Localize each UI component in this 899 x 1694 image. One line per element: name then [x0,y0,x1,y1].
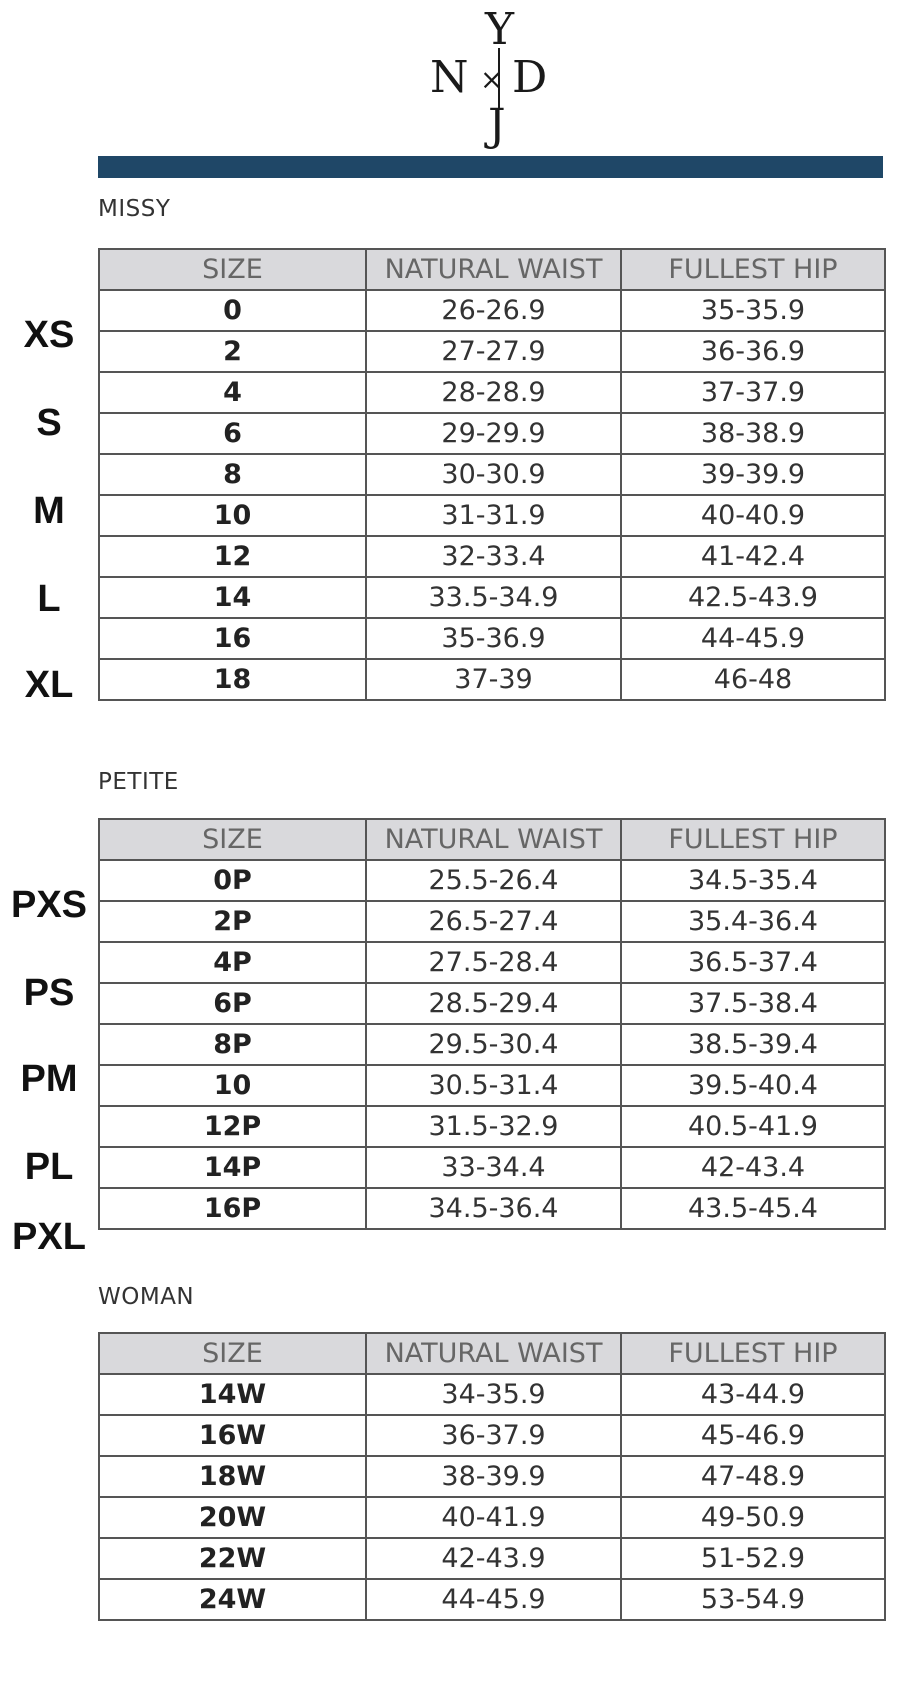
size-cell: 22W [99,1538,366,1579]
natural-waist-cell: 44-45.9 [366,1579,621,1620]
size-cell: 10 [99,1065,366,1106]
table-row [99,1579,885,1620]
header-fullest-hip: FULLEST HIP [621,249,885,290]
fullest-hip-cell: 43-44.9 [621,1374,885,1415]
size-table-woman [98,1332,886,1621]
side-label-pl: PL [24,1146,74,1188]
table-row [99,1415,885,1456]
side-label-pxs: PXS [10,884,88,926]
table-row [99,983,885,1024]
section-title-missy: MISSY [98,196,171,222]
brand-logo [430,4,570,151]
natural-waist-cell: 34-35.9 [366,1374,621,1415]
header-fullest-hip: FULLEST HIP [621,819,885,860]
table-row [99,618,885,659]
natural-waist-cell: 42-43.9 [366,1538,621,1579]
natural-waist-cell: 26.5-27.4 [366,901,621,942]
size-cell: 10 [99,495,366,536]
table-row [99,536,885,577]
natural-waist-cell: 28.5-29.4 [366,983,621,1024]
fullest-hip-cell: 38.5-39.4 [621,1024,885,1065]
natural-waist-cell: 27-27.9 [366,331,621,372]
natural-waist-cell: 40-41.9 [366,1497,621,1538]
table-row [99,290,885,331]
table-row [99,413,885,454]
fullest-hip-cell: 44-45.9 [621,618,885,659]
natural-waist-cell: 32-33.4 [366,536,621,577]
table-row [99,1024,885,1065]
natural-waist-cell: 31-31.9 [366,495,621,536]
header-natural-waist: NATURAL WAIST [366,819,621,860]
natural-waist-cell: 34.5-36.4 [366,1188,621,1229]
size-cell: 2 [99,331,366,372]
table-row [99,1106,885,1147]
fullest-hip-cell: 41-42.4 [621,536,885,577]
fullest-hip-cell: 42.5-43.9 [621,577,885,618]
fullest-hip-cell: 38-38.9 [621,413,885,454]
size-cell: 14W [99,1374,366,1415]
side-label-xs: XS [23,314,75,356]
fullest-hip-cell: 35-35.9 [621,290,885,331]
logo-letter-j: J [488,100,506,151]
table-row [99,1147,885,1188]
side-label-l: L [37,578,61,620]
table-row [99,1065,885,1106]
size-cell: 6 [99,413,366,454]
side-label-m: M [33,490,65,532]
natural-waist-cell: 37-39 [366,659,621,700]
header-natural-waist: NATURAL WAIST [366,249,621,290]
table-row [99,331,885,372]
size-cell: 18W [99,1456,366,1497]
fullest-hip-cell: 42-43.4 [621,1147,885,1188]
header-natural-waist: NATURAL WAIST [366,1333,621,1374]
size-cell: 16W [99,1415,366,1456]
table-row [99,495,885,536]
side-label-pm: PM [20,1058,78,1100]
natural-waist-cell: 30.5-31.4 [366,1065,621,1106]
size-cell: 2P [99,901,366,942]
fullest-hip-cell: 37.5-38.4 [621,983,885,1024]
table-header-row [99,1333,885,1374]
natural-waist-cell: 29-29.9 [366,413,621,454]
table-row [99,1374,885,1415]
size-cell: 14P [99,1147,366,1188]
table-row [99,1497,885,1538]
side-label-pxl: PXL [12,1216,86,1258]
side-label-xl: XL [24,664,74,706]
logo-cross: × [480,63,504,96]
fullest-hip-cell: 36-36.9 [621,331,885,372]
fullest-hip-cell: 40.5-41.9 [621,1106,885,1147]
fullest-hip-cell: 39.5-40.4 [621,1065,885,1106]
fullest-hip-cell: 35.4-36.4 [621,901,885,942]
size-cell: 6P [99,983,366,1024]
natural-waist-cell: 38-39.9 [366,1456,621,1497]
natural-waist-cell: 31.5-32.9 [366,1106,621,1147]
table-row [99,372,885,413]
side-label-ps: PS [23,972,75,1014]
fullest-hip-cell: 45-46.9 [621,1415,885,1456]
fullest-hip-cell: 34.5-35.4 [621,860,885,901]
fullest-hip-cell: 39-39.9 [621,454,885,495]
natural-waist-cell: 25.5-26.4 [366,860,621,901]
table-row [99,1188,885,1229]
fullest-hip-cell: 47-48.9 [621,1456,885,1497]
size-cell: 24W [99,1579,366,1620]
section-title-petite: PETITE [98,769,179,795]
natural-waist-cell: 27.5-28.4 [366,942,621,983]
size-cell: 8P [99,1024,366,1065]
size-cell: 16 [99,618,366,659]
size-cell: 16P [99,1188,366,1229]
fullest-hip-cell: 37-37.9 [621,372,885,413]
natural-waist-cell: 36-37.9 [366,1415,621,1456]
table-row [99,860,885,901]
size-table-petite [98,818,886,1230]
table-row [99,901,885,942]
logo-letter-n: N [430,52,469,103]
accent-bar [98,156,883,178]
table-row [99,942,885,983]
header-size: SIZE [99,819,366,860]
size-cell: 12P [99,1106,366,1147]
size-cell: 0 [99,290,366,331]
side-label-s: S [36,402,62,444]
natural-waist-cell: 26-26.9 [366,290,621,331]
size-cell: 20W [99,1497,366,1538]
size-cell: 8 [99,454,366,495]
table-row [99,659,885,700]
size-cell: 12 [99,536,366,577]
header-size: SIZE [99,249,366,290]
table-header-row [99,819,885,860]
header-fullest-hip: FULLEST HIP [621,1333,885,1374]
fullest-hip-cell: 51-52.9 [621,1538,885,1579]
fullest-hip-cell: 36.5-37.4 [621,942,885,983]
natural-waist-cell: 30-30.9 [366,454,621,495]
natural-waist-cell: 33-34.4 [366,1147,621,1188]
table-row [99,577,885,618]
table-row [99,1456,885,1497]
size-cell: 4 [99,372,366,413]
section-title-woman: WOMAN [98,1284,195,1310]
natural-waist-cell: 33.5-34.9 [366,577,621,618]
size-cell: 18 [99,659,366,700]
logo-letter-y: Y [485,4,515,55]
natural-waist-cell: 35-36.9 [366,618,621,659]
table-header-row [99,249,885,290]
natural-waist-cell: 29.5-30.4 [366,1024,621,1065]
fullest-hip-cell: 43.5-45.4 [621,1188,885,1229]
size-cell: 4P [99,942,366,983]
table-row [99,454,885,495]
size-cell: 0P [99,860,366,901]
header-size: SIZE [99,1333,366,1374]
fullest-hip-cell: 53-54.9 [621,1579,885,1620]
fullest-hip-cell: 49-50.9 [621,1497,885,1538]
fullest-hip-cell: 40-40.9 [621,495,885,536]
table-row [99,1538,885,1579]
logo-letter-d: D [512,52,548,103]
size-cell: 14 [99,577,366,618]
fullest-hip-cell: 46-48 [621,659,885,700]
size-table-missy [98,248,886,701]
natural-waist-cell: 28-28.9 [366,372,621,413]
